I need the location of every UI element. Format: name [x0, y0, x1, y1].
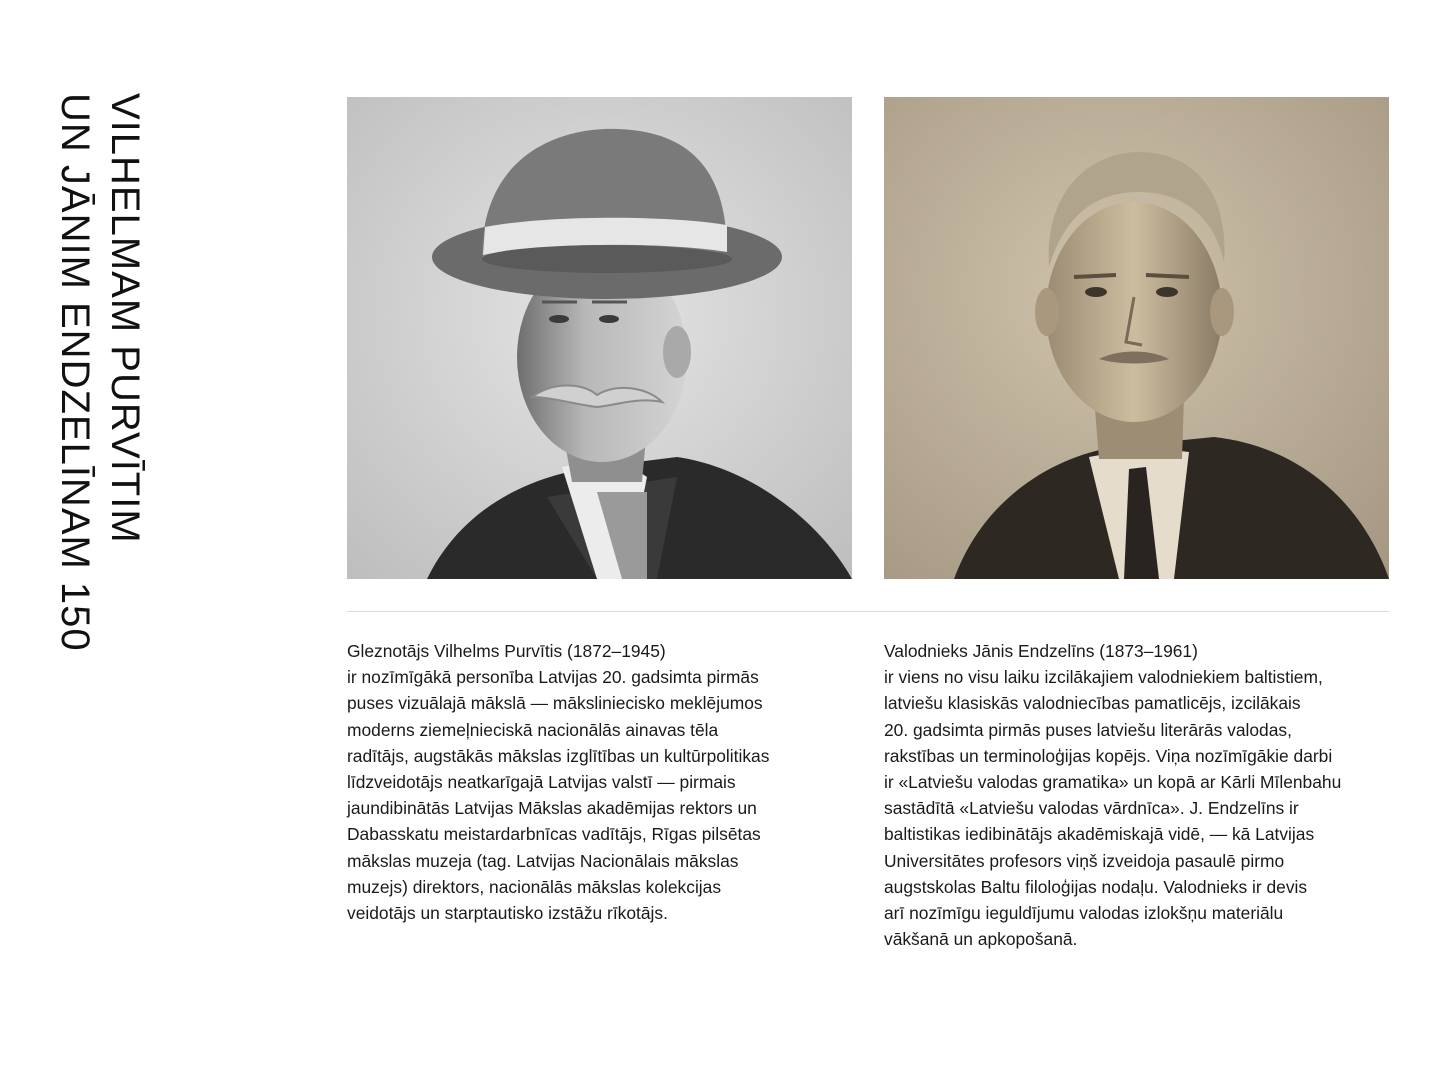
bio-endzelins [884, 638, 1399, 952]
bio-line: ir «Latviešu valodas gramatika» un kopā ar Kārli Mīlenbahu [884, 772, 1342, 793]
divider [347, 611, 1389, 612]
bio-line: ir nozīmīgākā personība Latvijas 20. gadsimta pirmās [347, 667, 759, 688]
bio-line: muzejs) direktors, nacionālās mākslas kolekcijas [347, 876, 722, 897]
bio-line: vākšanā un apkopošanā. [884, 929, 1078, 950]
portrait-purvitis-image [347, 97, 852, 579]
title-line-1: VILHELMAM PURVĪTIM [103, 93, 147, 544]
bio-line: arī nozīmīgu ieguldījumu valodas izlokšņu materiālu [884, 903, 1284, 924]
bio-purvitis [347, 638, 862, 926]
vertical-title-text [50, 93, 150, 652]
portrait-purvitis [347, 97, 852, 579]
bio-line: līdzveidotājs neatkarīgajā Latvijas valstī — pirmais [347, 772, 736, 793]
bio-line: jaundibinātās Latvijas Mākslas akadēmijas rektors un [347, 798, 757, 819]
bio-line: moderns ziemeļnieciskā nacionālās ainavas tēla [347, 719, 719, 740]
bio-line: sastādītā «Latviešu valodas vārdnīca». J. Endzelīns ir [884, 798, 1299, 819]
portrait-endzelins [884, 97, 1389, 579]
portrait-endzelins-image [884, 97, 1389, 579]
bio-line: Universitātes profesors viņš izveidoja pasaulē pirmo [884, 850, 1285, 871]
bio-line: Gleznotājs Vilhelms Purvītis (1872–1945) [347, 641, 666, 661]
bio-purvitis-text [347, 638, 862, 926]
bio-line: radītājs, augstākās mākslas izglītības un kultūrpolitikas [347, 745, 770, 766]
bio-line: Valodnieks Jānis Endzelīns (1873–1961) [884, 641, 1198, 661]
bio-line: latviešu klasiskās valodniecības pamatlicējs, izcilākais [884, 693, 1301, 714]
bio-line: ir viens no visu laiku izcilākajiem valodniekiem baltistiem, [884, 667, 1323, 688]
bio-line: augstskolas Baltu filoloģijas nodaļu. Valodnieks ir devis [884, 876, 1308, 897]
bio-line: rakstības un terminoloģijas kopējs. Viņa nozīmīgākie darbi [884, 745, 1333, 766]
bio-line: 20. gadsimta pirmās puses latviešu literārās valodas, [884, 719, 1292, 740]
bio-line: puses vizuālajā mākslā — māksliniecisko meklējumos [347, 693, 763, 714]
bio-line: veidotājs un starptautisko izstāžu rīkotājs. [347, 903, 668, 924]
bio-endzelins-text [884, 638, 1399, 952]
title-line-2: UN JĀNIM ENDZELĪNAM 150 [53, 93, 97, 652]
bio-line: mākslas muzeja (tag. Latvijas Nacionālais mākslas [347, 850, 739, 871]
bio-line: baltistikas iedibinātājs akadēmiskajā vidē, — kā Latvijas [884, 824, 1315, 845]
bio-line: Dabasskatu meistardarbnīcas vadītājs, Rīgas pilsētas [347, 824, 761, 845]
